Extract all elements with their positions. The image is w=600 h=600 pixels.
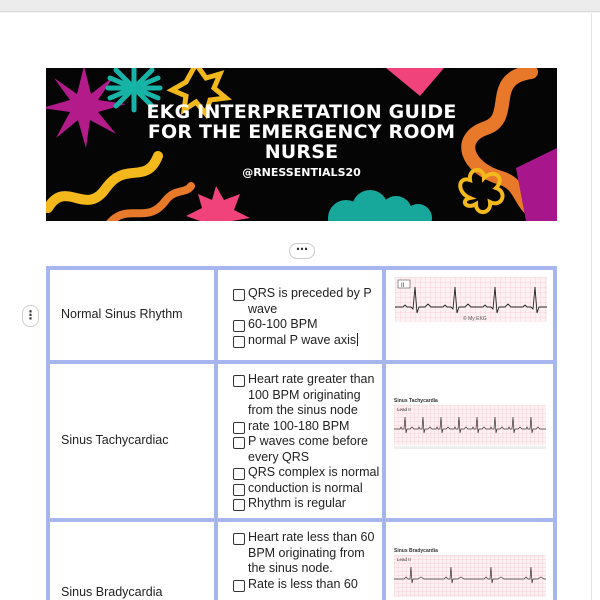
browser-top-bar bbox=[0, 0, 600, 12]
table-cell-name[interactable] bbox=[50, 522, 214, 600]
row-name: Normal Sinus Rhythm bbox=[61, 307, 183, 321]
ekg-strip-image bbox=[395, 277, 547, 322]
strip-title: Sinus Bradycardia bbox=[394, 548, 438, 554]
checklist-item-text: 60-100 BPM bbox=[248, 317, 318, 331]
checklist-item[interactable] bbox=[232, 317, 382, 333]
banner-title-line: FOR THE EMERGENCY ROOM bbox=[147, 121, 456, 143]
strip-title: Sinus Tachycardia bbox=[394, 398, 438, 404]
orange-wave-shape bbox=[106, 186, 191, 221]
checklist-item-text: Heart rate greater than 100 BPM originating from the sinus node bbox=[248, 372, 375, 417]
strip-lead-label: Lead II bbox=[397, 407, 411, 412]
table-cell-name[interactable] bbox=[50, 270, 214, 360]
pink-star-shape bbox=[186, 186, 250, 221]
checklist-item[interactable] bbox=[232, 434, 382, 465]
strip-footer: © My EKG bbox=[463, 316, 487, 322]
checklist-item[interactable] bbox=[232, 465, 382, 481]
checklist-item-text: Rate is less than 60 bbox=[248, 576, 358, 591]
checklist-item-text: QRS complex is normal bbox=[248, 465, 380, 479]
checklist bbox=[232, 372, 382, 512]
page-edge bbox=[591, 13, 592, 600]
checklist-item-text: Rhythm is regular bbox=[248, 496, 346, 510]
checklist-item-text: P waves come before every QRS bbox=[248, 434, 368, 464]
strip-lead-label: II bbox=[401, 283, 405, 289]
checklist-item-text: normal P wave axis bbox=[248, 332, 357, 347]
checklist-item-text: rate 100-180 BPM bbox=[248, 418, 350, 433]
strip-lead-label: Lead II bbox=[397, 557, 411, 562]
ekg-strip-image bbox=[394, 397, 546, 455]
text-cursor bbox=[357, 333, 358, 346]
table-cell-strip[interactable] bbox=[386, 270, 553, 360]
banner-title-line: EKG INTERPRETATION GUIDE bbox=[146, 101, 457, 123]
pink-triangle-shape bbox=[386, 68, 444, 96]
checklist bbox=[232, 530, 382, 592]
row-drag-handle[interactable]: ⋮ bbox=[22, 305, 39, 327]
row-name: Sinus Tachycardiac bbox=[61, 433, 169, 447]
table-cell-criteria[interactable] bbox=[218, 364, 382, 518]
teal-cloud-shape bbox=[328, 190, 432, 221]
checklist-item[interactable] bbox=[232, 333, 382, 349]
checklist bbox=[232, 286, 382, 348]
banner-title-line: NURSE bbox=[264, 141, 339, 163]
banner-title bbox=[46, 102, 557, 162]
checklist-item-text: conduction is normal bbox=[248, 480, 363, 495]
ekg-table bbox=[46, 266, 557, 600]
table-cell-strip[interactable] bbox=[386, 364, 553, 518]
checklist-item[interactable] bbox=[232, 372, 382, 419]
checklist-item[interactable] bbox=[232, 419, 382, 435]
row-name: Sinus Bradycardia bbox=[61, 585, 163, 599]
checklist-item-text: Heart rate less than 60 BPM originating from the sinus node. bbox=[248, 530, 375, 575]
checklist-item[interactable] bbox=[232, 496, 382, 512]
table-cell-criteria[interactable] bbox=[218, 270, 382, 360]
checklist-item[interactable] bbox=[232, 577, 382, 593]
more-options-button[interactable]: ⋯ bbox=[289, 243, 315, 259]
yellow-wave-shape bbox=[48, 156, 158, 208]
checklist-item-text: QRS is preceded by P wave bbox=[248, 286, 372, 316]
checklist-item[interactable] bbox=[232, 530, 382, 577]
checklist-item[interactable] bbox=[232, 481, 382, 497]
header-banner[interactable] bbox=[46, 68, 557, 221]
ekg-strip-image bbox=[394, 547, 546, 597]
checklist-item[interactable] bbox=[232, 286, 382, 317]
banner-handle: @RNESSENTIALS20 bbox=[242, 166, 361, 179]
table-cell-strip[interactable] bbox=[386, 522, 553, 600]
table-cell-name[interactable] bbox=[50, 364, 214, 518]
table-cell-criteria[interactable] bbox=[218, 522, 382, 600]
